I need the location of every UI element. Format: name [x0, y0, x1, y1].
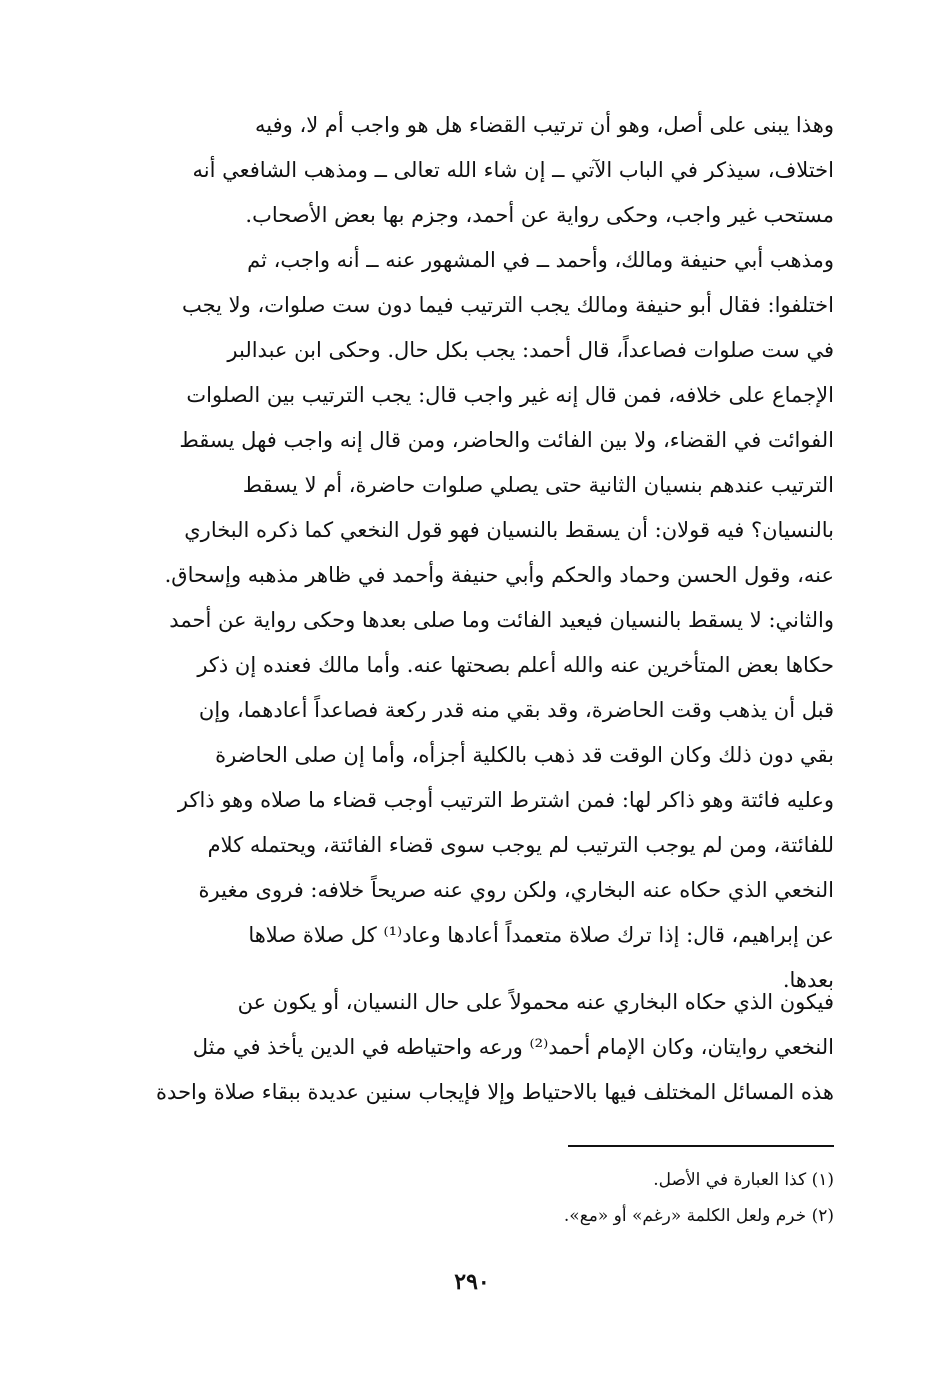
text-line: اختلاف، سيذكر في الباب الآتي ــ إن شاء الله تعالى ــ ومذهب الشافعي أنه	[192, 158, 834, 182]
text-line: وعليه فائتة وهو ذاكر لها: فمن اشترط الترتيب أوجب قضاء ما صلاه وهو ذاكر	[177, 788, 834, 812]
page-number: ٢٩٠	[454, 1269, 490, 1295]
text-line: حكاها بعض المتأخرين عنه والله أعلم بصحتها عنه. وأما مالك فعنده إن ذكر	[197, 653, 834, 677]
text-line: النخعي روايتان، وكان الإمام أحمد⁽²⁾ ورعه واحتياطه في الدين يأخذ في مثل	[192, 1035, 834, 1059]
text-line: للفائتة، ومن لم يوجب الترتيب لم يوجب سوى قضاء الفائتة، ويحتمله كلام	[207, 833, 834, 857]
text-line: فيكون الذي حكاه البخاري عنه محمولاً على حال النسيان، أو يكون عن	[237, 990, 834, 1014]
footnote-2: (٢) خرم ولعل الكلمة «رغم» أو «مع».	[563, 1206, 834, 1226]
text-line: بعدها.	[782, 968, 834, 992]
text-line: اختلفوا: فقال أبو حنيفة ومالك يجب الترتيب فيما دون ست صلوات، ولا يجب	[181, 293, 834, 317]
text-line: الفوائت في القضاء، ولا بين الفائت والحاضر، ومن قال إنه واجب فهل يسقط	[179, 428, 834, 452]
text-line: هذه المسائل المختلف فيها بالاحتياط وإلا فإيجاب سنين عديدة ببقاء صلاة واحدة	[156, 1080, 834, 1104]
main-paragraph-2	[134, 980, 834, 1115]
text-line: الترتيب عندهم بنسيان الثانية حتى يصلي صلوات حاضرة، أم لا يسقط	[242, 473, 834, 497]
text-line: عنه، وقول الحسن وحماد والحكم وأبي حنيفة وأحمد في ظاهر مذهبه وإسحاق.	[164, 563, 834, 587]
text-line: مستحب غير واجب، وحكى رواية عن أحمد، وجزم بها بعض الأصحاب.	[245, 203, 834, 227]
main-paragraph-1	[134, 103, 834, 1003]
text-line: بقي دون ذلك وكان الوقت قد ذهب بالكلية أجزأه، وأما إن صلى الحاضرة	[215, 743, 834, 767]
text-line: والثاني: لا يسقط بالنسيان فيعيد الفائت وما صلى بعدها وحكى رواية عن أحمد	[169, 608, 834, 632]
footnote-1: (١) كذا العبارة في الأصل.	[653, 1170, 834, 1190]
text-line: قبل أن يذهب وقت الحاضرة، وقد بقي منه قدر ركعة فصاعداً أعادهما، وإن	[198, 698, 834, 722]
footnote-divider	[568, 1145, 834, 1147]
text-line: عن إبراهيم، قال: إذا ترك صلاة متعمداً أعادها وعاد⁽¹⁾ كل صلاة صلاها	[248, 923, 834, 947]
text-line: ومذهب أبي حنيفة ومالك، وأحمد ــ في المشهور عنه ــ أنه واجب، ثم	[247, 248, 834, 272]
footnotes	[134, 1162, 834, 1234]
text-line: الإجماع على خلافه، فمن قال إنه غير واجب قال: يجب الترتيب بين الصلوات	[186, 383, 834, 407]
text-line: النخعي الذي حكاه عنه البخاري، ولكن روي عنه صريحاً خلافه: فروى مغيرة	[198, 878, 834, 902]
text-line: في ست صلوات فصاعداً، قال أحمد: يجب بكل حال. وحكى ابن عبدالبر	[227, 338, 834, 362]
text-line: وهذا يبنى على أصل، وهو أن ترتيب القضاء هل هو واجب أم لا، وفيه	[255, 113, 834, 137]
text-line: بالنسيان؟ فيه قولان: أن يسقط بالنسيان فهو قول النخعي كما ذكره البخاري	[184, 518, 834, 542]
